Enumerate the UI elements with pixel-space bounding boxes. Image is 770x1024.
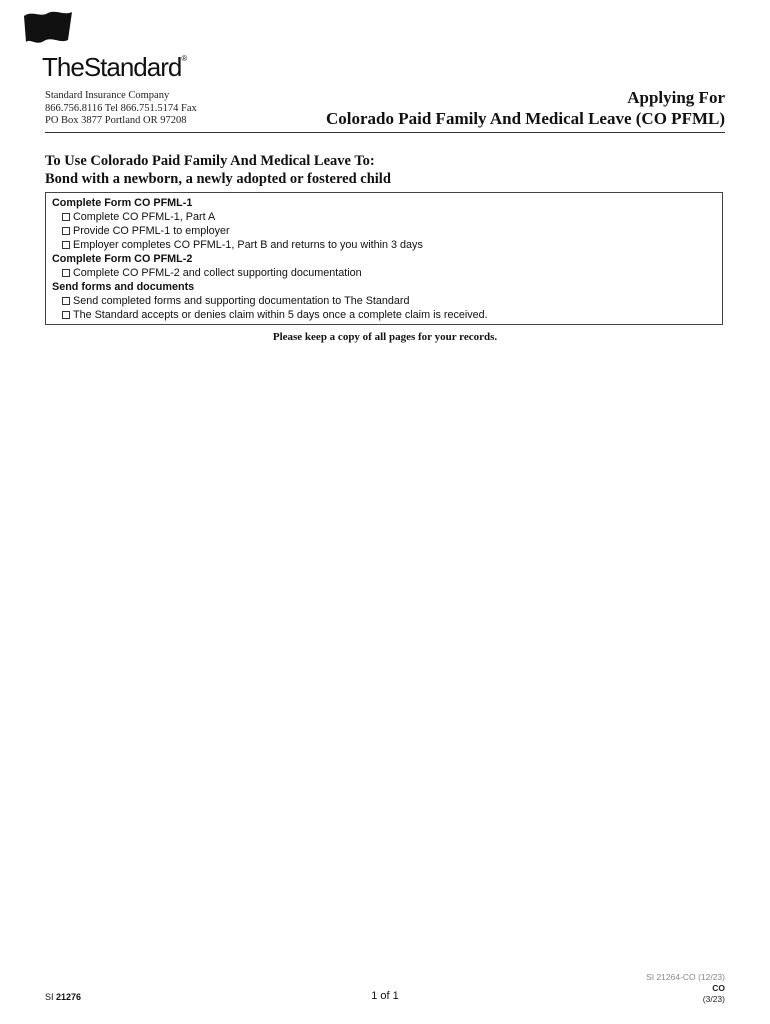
logo-registered-mark: ® xyxy=(181,54,187,63)
footer-revision-info xyxy=(646,972,725,1005)
checklist-item-label: The Standard accepts or denies claim within 5 days once a complete claim is received. xyxy=(73,309,488,321)
steps-box xyxy=(45,192,723,325)
step-group xyxy=(52,280,722,322)
logo-standard: Standard xyxy=(83,52,182,82)
checklist-item-label: Provide CO PFML-1 to employer xyxy=(73,225,230,237)
company-phone: 866.756.8116 Tel 866.751.5174 Fax xyxy=(45,102,197,114)
section-heading-line-1: To Use Colorado Paid Family And Medical Leave To: xyxy=(45,153,375,169)
standard-flag-logo-icon xyxy=(22,10,74,48)
page-number: 1 of 1 xyxy=(371,990,399,1002)
checkbox[interactable] xyxy=(62,213,70,221)
footer-right-state: CO xyxy=(712,983,725,993)
footer-form-prefix: SI xyxy=(45,992,54,1002)
company-name: Standard Insurance Company xyxy=(45,90,170,101)
footer-right-date: (12/23) xyxy=(698,972,725,982)
checkbox[interactable] xyxy=(62,311,70,319)
checklist-item-label: Complete CO PFML-1, Part A xyxy=(73,211,216,223)
step-group xyxy=(52,196,722,252)
keep-copy-note: Please keep a copy of all pages for your records. xyxy=(272,331,498,343)
checklist-item xyxy=(52,266,722,280)
header-divider xyxy=(45,132,725,133)
checklist-item xyxy=(52,294,722,308)
footer-right-revision: (3/23) xyxy=(702,994,725,1004)
group-title: Send forms and documents xyxy=(52,281,195,293)
checkbox[interactable] xyxy=(62,227,70,235)
checkbox[interactable] xyxy=(62,297,70,305)
footer-form-code: 21276 xyxy=(56,992,82,1002)
section-heading-line-2: Bond with a newborn, a newly adopted or fostered child xyxy=(45,171,391,187)
group-title: Complete Form CO PFML-2 xyxy=(52,253,193,265)
checklist-item xyxy=(52,238,722,252)
company-info xyxy=(45,90,197,128)
logo-wordmark xyxy=(42,52,186,83)
page-title xyxy=(326,88,725,130)
company-address: PO Box 3877 Portland OR 97208 xyxy=(45,115,187,126)
section-heading xyxy=(45,152,391,188)
checklist-item xyxy=(52,308,722,322)
checkbox[interactable] xyxy=(62,269,70,277)
checklist-item-label: Employer completes CO PFML-1, Part B and returns to you within 3 days xyxy=(73,239,423,251)
title-line-2: Colorado Paid Family And Medical Leave (CO PFML) xyxy=(326,109,725,128)
checkbox[interactable] xyxy=(62,241,70,249)
footer-right-code: SI 21264-CO xyxy=(646,972,696,982)
title-line-1: Applying For xyxy=(627,88,725,107)
checklist-item-label: Complete CO PFML-2 and collect supporting documentation xyxy=(73,267,362,279)
logo-the: The xyxy=(42,52,84,82)
checklist-item xyxy=(52,210,722,224)
checklist-item-label: Send completed forms and supporting documentation to The Standard xyxy=(73,295,410,307)
step-group xyxy=(52,252,722,280)
group-title: Complete Form CO PFML-1 xyxy=(52,197,193,209)
checklist-item xyxy=(52,224,722,238)
